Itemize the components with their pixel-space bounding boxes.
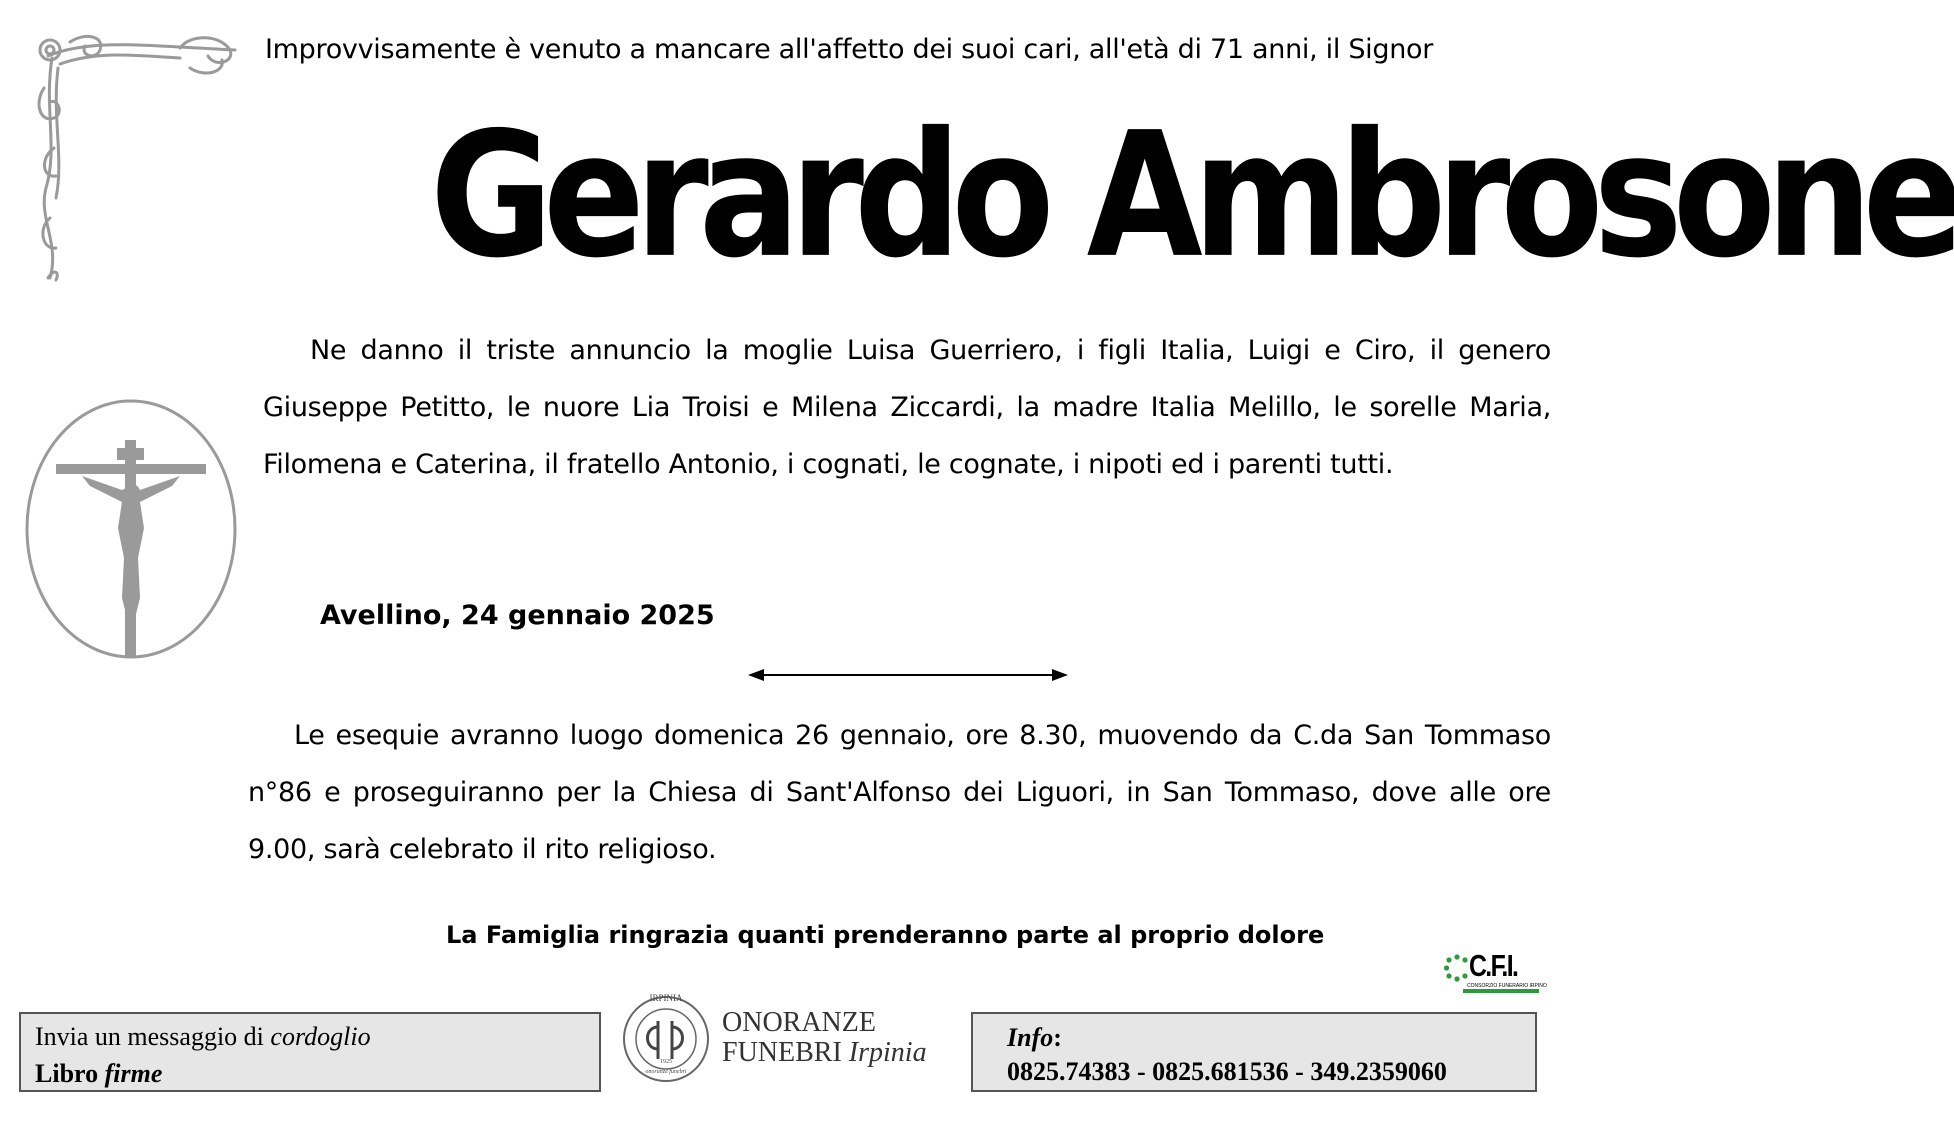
agency-seal-icon — [620, 993, 712, 1085]
cfi-logo-subtitle: CONSORZIO FUNERARIO IRPINO — [1467, 983, 1547, 989]
intro-line: Improvvisamente è venuto a mancare all'affetto dei suoi cari, all'età di 71 anni, il Signor — [265, 34, 1434, 65]
announcement-paragraph: Ne danno il triste annuncio la moglie Luisa Guerriero, i figli Italia, Luigi e Ciro, il genero Giuseppe Petitto, le nuore Lia Troisi e Milena Ziccardi, la madre Italia Melillo, le sorelle Maria, Filomena e Caterina, il fratello Antonio, i cognati, le cognate, i nipoti ed i parenti tutti. — [263, 335, 1551, 480]
guestbook-link[interactable] — [35, 1055, 585, 1092]
funeral-paragraph: Le esequie avranno luogo domenica 26 gennaio, ore 8.30, muovendo da C.da San Tommaso n°86 e proseguiranno per la Chiesa di Sant'Alfonso dei Liguori, in San Tommaso, dove alle ore 9.00, sarà celebrato il rito religioso. — [248, 720, 1551, 865]
double-arrow-icon — [748, 666, 1068, 684]
condolence-label: Invia un messaggio di — [35, 1022, 271, 1051]
condolence-box[interactable] — [19, 1012, 601, 1092]
crucifix-icon — [22, 398, 240, 664]
agency-line1: ONORANZE — [722, 1007, 876, 1038]
agency-name — [722, 1008, 927, 1068]
phone-numbers[interactable]: 0825.74383 - 0825.681536 - 349.2359060 — [1007, 1057, 1447, 1086]
info-label: Info: — [1007, 1023, 1062, 1052]
info-label-text: Info — [1007, 1023, 1054, 1052]
condolence-em: cordoglio — [270, 1022, 371, 1051]
dateline: Avellino, 24 gennaio 2025 — [320, 600, 715, 631]
agency-em: Irpinia — [848, 1037, 927, 1068]
deceased-name: Gerardo Ambrosone — [430, 96, 1954, 297]
agency-line2 — [722, 1038, 927, 1068]
seal-top-text: IRPINIA — [649, 993, 683, 1003]
cfi-logo-text: C.F.I. — [1469, 948, 1518, 983]
thanks-line: La Famiglia ringrazia quanti prenderanno parte al proprio dolore — [446, 921, 1325, 949]
guestbook-label: Libro — [35, 1059, 105, 1088]
seal-bottom-text: onoranze funebri — [645, 1069, 687, 1075]
agency-line2-text: FUNEBRI — [722, 1037, 849, 1068]
info-box — [971, 1012, 1537, 1092]
condolence-link[interactable] — [35, 1018, 585, 1055]
guestbook-em: firme — [104, 1059, 163, 1088]
seal-year: 1925 — [660, 1059, 672, 1065]
corner-ornament-icon — [30, 28, 245, 286]
